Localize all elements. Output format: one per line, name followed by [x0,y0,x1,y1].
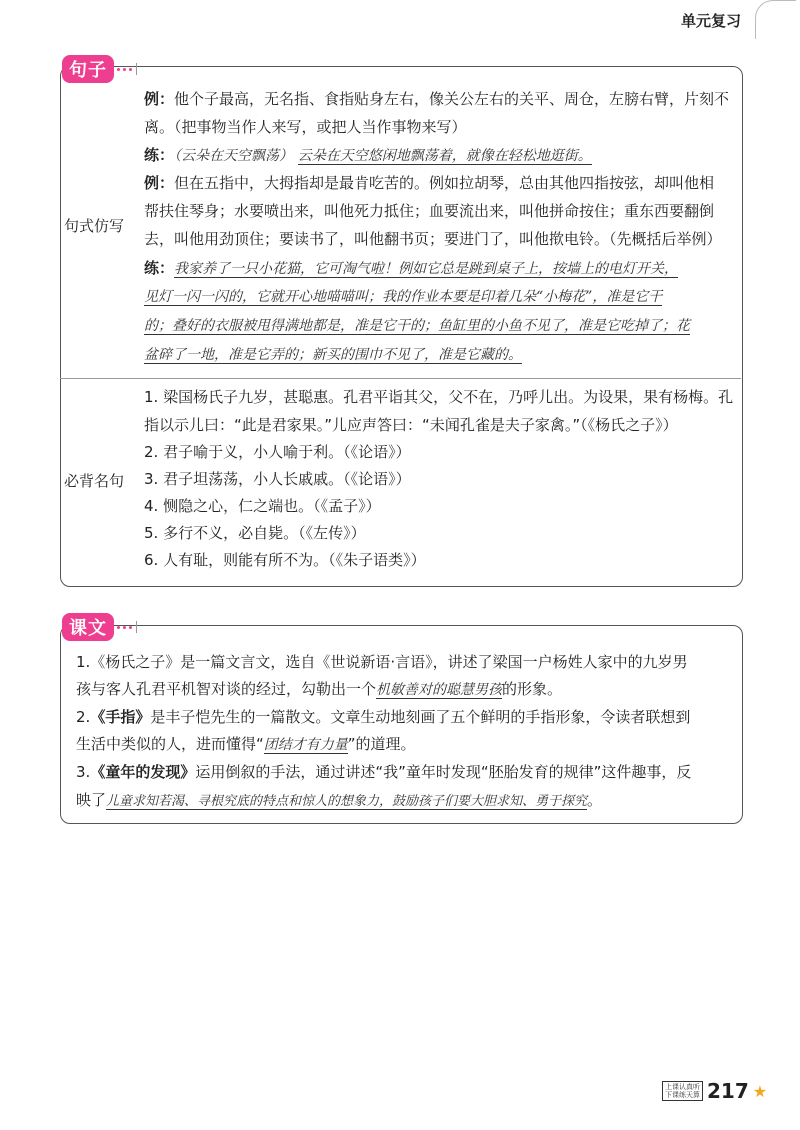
lesson-1-line-2: 孩与客人孔君平机智对谈的经过，勾勒出一个机敏善对的聪慧男孩的形象。 [76,680,563,698]
badge-dots-icon [117,68,132,71]
quote-2: 2. 君子喻于义，小人喻于利。（《论语》） [144,443,411,461]
section-divider [60,378,741,379]
lesson-1-answer: 机敏善对的聪慧男孩 [376,682,503,698]
lessons-badge [62,613,137,641]
lesson-3-line-1: 3.《童年的发现》运用倒叙的手法，通过讲述“我”童年时发现“胚胎发育的规律”这件趣事，反 [76,763,692,781]
badge-dots-icon [117,626,132,629]
lessons-badge-label: 课文 [62,613,114,641]
star-icon: ★ [752,1081,768,1101]
example-2-line-1: 例：但在五指中，大拇指却是最肯吃苦的。例如拉胡琴，总由其他四指按弦，却叫他相 [144,174,715,192]
header-corner-decoration [755,0,796,39]
quote-4: 4. 恻隐之心，仁之端也。（《孟子》） [144,497,381,515]
lesson-2-answer: 团结才有力量 [263,737,348,753]
practice-1-answer: 云朵在天空悠闲地飘荡着，就像在轻松地逛街。 [297,148,592,164]
page-footer [662,1079,767,1103]
quote-1-line-2: 指以示儿曰：“此是君家果。”儿应声答曰：“未闻孔雀是夫子家禽。”（《杨氏之子》） [144,416,678,434]
quote-5: 5. 多行不义，必自毙。（《左传》） [144,524,366,542]
pattern-imitation-label: 句式仿写 [64,217,125,235]
practice-1: 练：（云朵在天空飘荡） 云朵在天空悠闲地飘荡着，就像在轻松地逛街。 [144,146,592,164]
lesson-2-line-1: 2.《手指》是丰子恺先生的一篇散文。文章生动地刻画了五个鲜明的手指形象，令读者联想到 [76,708,691,726]
lesson-2-line-2: 生活中类似的人，进而懂得“团结才有力量”的道理。 [76,735,416,753]
example-2-line-2: 帮扶住琴身；水要喷出来，叫他死力抵住；血要流出来，叫他拼命按住；重东西要翻倒 [144,202,715,220]
unit-review-title: 单元复习 [681,12,742,30]
page-number: 217 [707,1079,749,1103]
example-1-line-2: 离。（把事物当作人来写，或把人当作事物来写） [144,118,467,136]
lesson-1-line-1: 1.《杨氏之子》是一篇文言文，选自《世说新语·言语》，讲述了梁国一户杨姓人家中的九岁男 [76,653,688,671]
quote-6: 6. 人有耻，则能有所不为。（《朱子语类》） [144,551,426,569]
must-memorize-label: 必背名句 [64,472,125,490]
sentences-badge-label: 句子 [62,55,114,83]
example-1-line-1: 例：他个子最高，无名指、食指贴身左右，像关公左右的关平、周仓，左膀右臂，片刻不 [144,90,730,108]
lesson-3-line-2: 映了儿童求知若渴、寻根究底的特点和惊人的想象力，鼓励孩子们要大胆求知、勇于探究。 [76,791,603,809]
practice-2-line-3: 的；叠好的衣服被甩得满地都是，准是它干的；鱼缸里的小鱼不见了，准是它吃掉了；花 [144,318,690,334]
practice-2-line-4: 盆碎了一地，准是它弄的；新买的围巾不见了，准是它藏的。 [144,347,522,363]
practice-2-line-2: 见灯一闪一闪的，它就开心地喵喵叫；我的作业本要是印着几朵“小梅花”，准是它干 [144,289,663,305]
lesson-3-answer: 儿童求知若渴、寻根究底的特点和惊人的想象力，鼓励孩子们要大胆求知、勇于探究 [106,794,588,809]
practice-2-line-1: 练：我家养了一只小花猫，它可淘气啦！例如它总是跳到桌子上，按墙上的电灯开关， [144,259,679,277]
footer-slogan: 上课认真听 下课练天算 [662,1081,703,1101]
quote-3: 3. 君子坦荡荡，小人长戚戚。（《论语》） [144,470,411,488]
example-2-line-3: 去，叫他用劲顶住；要读书了，叫他翻书页；要进门了，叫他揿电铃。（先概括后举例） [144,230,722,248]
sentences-badge [62,55,137,83]
quote-1-line-1: 1. 梁国杨氏子九岁，甚聪惠。孔君平诣其父，父不在，乃呼儿出。为设果，果有杨梅。孔 [144,388,734,406]
